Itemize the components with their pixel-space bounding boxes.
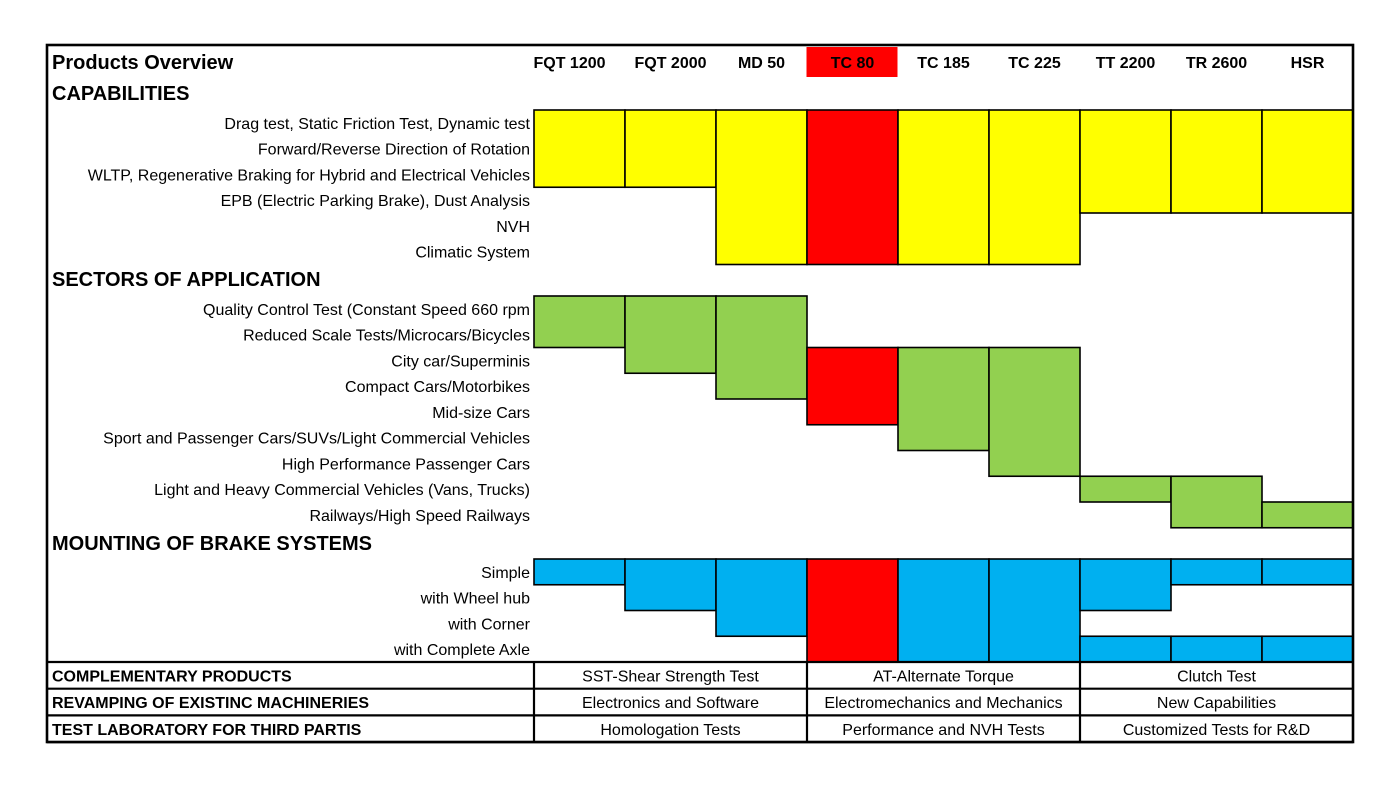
coverage-block-mounting-md-50	[716, 559, 807, 636]
coverage-block-capabilities-tr-2600	[1171, 110, 1262, 213]
product-header-tt-2200: TT 2200	[1095, 55, 1156, 72]
row-label-capabilities: EPB (Electric Parking Brake), Dust Analysis	[220, 193, 530, 211]
product-header-md-50: MD 50	[737, 55, 786, 72]
service-group-cell: AT-Alternate Torque	[873, 668, 1014, 686]
row-label-capabilities: Forward/Reverse Direction of Rotation	[257, 141, 530, 159]
coverage-block-mounting-tr-2600	[1171, 559, 1262, 585]
section-title-mounting: MOUNTING OF BRAKE SYSTEMS	[52, 533, 373, 555]
coverage-block-capabilities-tt-2200	[1080, 110, 1171, 213]
coverage-block-sectors-tr-2600	[1171, 476, 1262, 528]
coverage-block-sectors-tt-2200	[1080, 476, 1171, 502]
row-label-capabilities: WLTP, Regenerative Braking for Hybrid and Electrical Vehicles	[87, 167, 530, 185]
coverage-block-mounting-hsr	[1262, 636, 1353, 662]
section-title-sectors: SECTORS OF APPLICATION	[52, 269, 321, 291]
coverage-block-mounting-fqt-2000	[625, 559, 716, 611]
row-label-sectors: Railways/High Speed Railways	[309, 507, 530, 525]
row-label-mounting: with Complete Axle	[393, 642, 530, 660]
coverage-block-sectors-fqt-2000	[625, 296, 716, 373]
row-label-mounting: Simple	[481, 564, 530, 582]
row-label-mounting: with Wheel hub	[420, 590, 530, 608]
coverage-block-capabilities-hsr	[1262, 110, 1353, 213]
row-label-sectors: High Performance Passenger Cars	[281, 456, 530, 474]
service-group-cell: Electronics and Software	[582, 695, 759, 713]
section-title-capabilities: CAPABILITIES	[52, 83, 190, 105]
coverage-block-mounting-hsr	[1262, 559, 1353, 585]
row-label-mounting: with Corner	[448, 616, 530, 634]
service-row-label: COMPLEMENTARY PRODUCTS	[52, 668, 292, 686]
service-group-cell: Customized Tests for R&D	[1122, 721, 1311, 739]
service-group-cell: New Capabilities	[1156, 695, 1277, 713]
service-group-cell: Performance and NVH Tests	[842, 721, 1045, 739]
coverage-block-sectors-md-50	[716, 296, 807, 399]
service-group-cell: Clutch Test	[1177, 668, 1256, 686]
service-group-cell: SST-Shear Strength Test	[582, 668, 759, 686]
row-label-sectors: Reduced Scale Tests/Microcars/Bicycles	[243, 327, 530, 345]
row-label-capabilities: Climatic System	[415, 244, 530, 262]
coverage-block-capabilities-fqt-2000	[625, 110, 716, 187]
row-label-capabilities: Drag test, Static Friction Test, Dynamic test	[224, 115, 530, 133]
coverage-block-capabilities-fqt-1200	[534, 110, 625, 187]
product-header-tr-2600: TR 2600	[1185, 55, 1248, 72]
coverage-block-sectors-tc-80	[807, 348, 898, 425]
coverage-block-mounting-tr-2600	[1171, 636, 1262, 662]
row-label-sectors: Quality Control Test (Constant Speed 660 rpm	[203, 301, 530, 319]
coverage-block-sectors-tc-225	[989, 348, 1080, 477]
product-header-hsr: HSR	[1290, 55, 1325, 72]
coverage-block-mounting-fqt-1200	[534, 559, 625, 585]
row-label-sectors: Sport and Passenger Cars/SUVs/Light Commercial Vehicles	[103, 430, 530, 448]
row-label-capabilities: NVH	[496, 218, 530, 236]
coverage-block-capabilities-tc-225	[989, 110, 1080, 265]
coverage-block-mounting-tt-2200	[1080, 559, 1171, 611]
service-group-cell: Electromechanics and Mechanics	[824, 695, 1063, 713]
page-title: Products Overview	[52, 52, 234, 74]
coverage-block-sectors-tc-185	[898, 348, 989, 451]
row-label-sectors: City car/Superminis	[391, 353, 530, 371]
coverage-block-capabilities-tc-80	[807, 110, 898, 265]
service-group-cell: Homologation Tests	[600, 721, 741, 739]
coverage-block-sectors-hsr	[1262, 502, 1353, 528]
service-row-label: TEST LABORATORY FOR THIRD PARTIS	[52, 721, 362, 739]
coverage-block-capabilities-md-50	[716, 110, 807, 265]
service-row-label: REVAMPING OF EXISTINC MACHINERIES	[52, 695, 370, 713]
product-header-tc-185: TC 185	[917, 55, 970, 72]
coverage-block-mounting-tc-225	[989, 559, 1080, 662]
product-header-fqt-1200: FQT 1200	[533, 55, 606, 72]
coverage-block-sectors-fqt-1200	[534, 296, 625, 348]
coverage-block-mounting-tc-80	[807, 559, 898, 662]
product-header-fqt-2000: FQT 2000	[634, 55, 707, 72]
coverage-block-mounting-tt-2200	[1080, 636, 1171, 662]
row-label-sectors: Mid-size Cars	[432, 404, 530, 422]
coverage-block-capabilities-tc-185	[898, 110, 989, 265]
row-label-sectors: Light and Heavy Commercial Vehicles (Vans, Trucks)	[154, 482, 530, 500]
product-header-tc-225: TC 225	[1008, 55, 1061, 72]
row-label-sectors: Compact Cars/Motorbikes	[345, 379, 530, 397]
coverage-block-mounting-tc-185	[898, 559, 989, 662]
product-header-tc-80: TC 80	[830, 55, 875, 72]
